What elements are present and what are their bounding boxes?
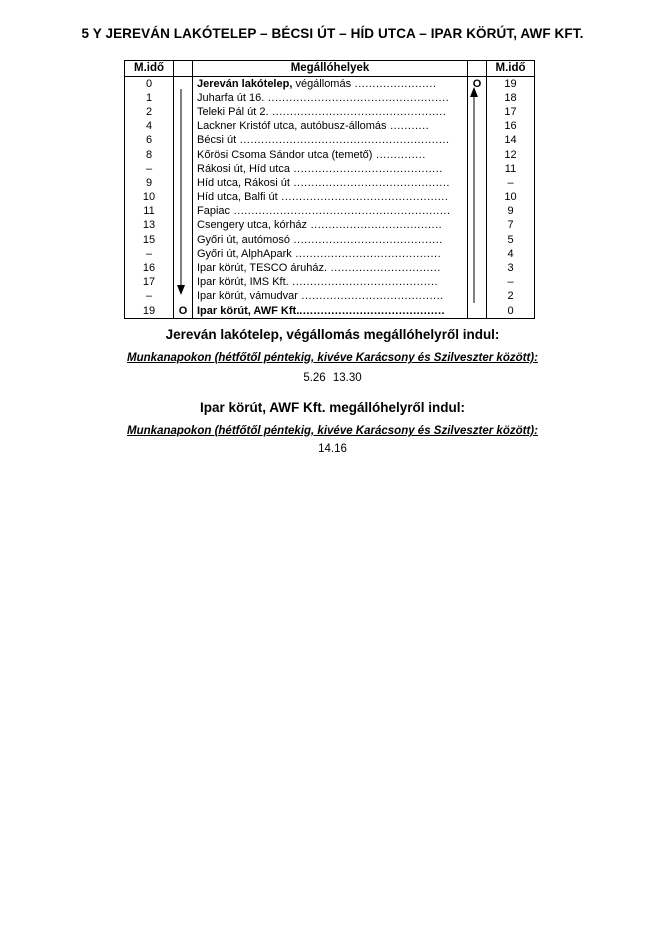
min-return-cell: 2 [487,290,535,304]
leader-dots: ............................... [327,262,441,275]
min-return-cell: 16 [487,120,535,134]
min-return-cell: 3 [487,261,535,275]
min-outbound-cell: 16 [125,261,174,275]
stop-name-cell [193,176,468,190]
stop-name-cell [193,148,468,162]
min-outbound-cell: – [125,247,174,261]
stop-name-cell [193,261,468,275]
header-stops: Megállóhelyek [193,61,468,77]
section1-times: 5.26 13.30 [303,372,362,384]
min-return-cell: 4 [487,247,535,261]
stop-name-cell [193,290,468,304]
min-return-cell: 11 [487,162,535,176]
stop-name-cell [193,162,468,176]
stop-name: Bécsi út [197,134,237,147]
min-outbound-cell: 9 [125,176,174,190]
stop-name-cell [193,304,468,319]
min-return-cell: 19 [487,77,535,92]
stop-name: Rákosi út, Híd utca [197,162,290,175]
stop-name: Ipar körút, TESCO áruház. [197,262,328,275]
leader-dots: ................................................. [268,105,447,118]
stop-name-bold: Ipar körút, AWF Kft. [197,304,300,317]
stop-name-cell [193,91,468,105]
min-outbound-cell: 0 [125,77,174,92]
stop-name: Győri út, autómosó [197,233,290,246]
min-outbound-cell: – [125,290,174,304]
min-outbound-cell: 4 [125,120,174,134]
stop-name-cell [193,233,468,247]
section1-heading: Jereván lakótelep, végállomás megállóhelyről indul: [165,327,500,342]
leader-dots: ............................................................. [230,205,451,218]
arrow-return-cell: O [468,77,487,92]
stop-name-cell [193,219,468,233]
stop-name: Csengery utca, kórház [197,219,308,232]
stop-name: Ipar körút, vámudvar [197,290,298,303]
leader-dots: ............................................... [277,191,449,204]
stop-name: végállomás [292,77,352,90]
min-outbound-cell: 8 [125,148,174,162]
min-return-cell: 10 [487,191,535,205]
stop-name-cell [193,105,468,119]
min-outbound-cell: 6 [125,134,174,148]
stop-name: Kőrösi Csoma Sándor utca (temető) [197,148,373,161]
min-return-cell: 18 [487,91,535,105]
header-min-return: M.idő [487,61,535,77]
leader-dots: .............. [372,148,426,161]
stop-name: Teleki Pál út 2. [197,105,269,118]
min-outbound-cell: – [125,162,174,176]
leader-dots: ............................................ [289,176,450,189]
min-return-cell: 14 [487,134,535,148]
stop-name: Győri út, AlphApark [197,247,292,260]
leader-dots: ....................... [351,77,437,90]
stop-name-cell [193,276,468,290]
min-return-cell: 7 [487,219,535,233]
section2-heading: Ipar körút, AWF Kft. megállóhelyről indul: [199,400,465,415]
min-return-cell: 17 [487,105,535,119]
leader-dots: .......................................... [289,162,443,175]
arrow-outbound-cell: O [174,304,193,319]
leader-dots: ..................................... [307,219,443,232]
min-outbound-cell: 10 [125,191,174,205]
stop-name-bold: Jereván lakótelep, [197,77,293,90]
min-return-cell: 0 [487,304,535,319]
header-arrow-return [468,61,487,77]
header-min-outbound: M.idő [125,61,174,77]
stop-name: Juharfa út 16. [197,91,265,104]
stop-name: Lackner Kristóf utca, autóbusz-állomás [197,120,387,133]
leader-dots: ........................................................... [236,134,450,147]
section2-times: 14.16 [318,443,347,455]
leader-dots: ......................................... [299,304,446,317]
leader-dots: .......................................... [289,233,443,246]
min-outbound-cell: 11 [125,205,174,219]
min-return-cell: 5 [487,233,535,247]
up-arrow-icon [465,87,483,307]
leader-dots: ................................................... [264,91,450,104]
stop-name-cell [193,77,468,92]
stop-name-cell [193,191,468,205]
min-return-cell: – [487,176,535,190]
min-return-cell: 12 [487,148,535,162]
stop-name: Híd utca, Balfi út [197,191,278,204]
min-outbound-cell: 1 [125,91,174,105]
timetable-header [125,61,535,77]
down-arrow-icon [172,89,190,299]
min-outbound-cell: 17 [125,276,174,290]
stop-name: Fapiac [197,205,231,218]
stop-name-cell [193,247,468,261]
section1-days: Munkanapokon (hétfőtől péntekig, kivéve Karácsony és Szilveszter között): [127,352,538,364]
stop-name-cell [193,134,468,148]
stop-name-cell [193,205,468,219]
header-arrow-outbound [174,61,193,77]
min-outbound-cell: 15 [125,233,174,247]
leader-dots: ........... [386,120,430,133]
min-return-cell: 9 [487,205,535,219]
leader-dots: ......................................... [291,247,442,260]
min-outbound-cell: 19 [125,304,174,319]
min-outbound-cell: 2 [125,105,174,119]
stop-name: Híd utca, Rákosi út [197,176,290,189]
page-title: 5 Y JEREVÁN LAKÓTELEP – BÉCSI ÚT – HÍD UTCA – IPAR KÖRÚT, AWF KFT. [81,26,584,41]
leader-dots: ........................................ [297,290,444,303]
section2-days: Munkanapokon (hétfőtől péntekig, kivéve Karácsony és Szilveszter között): [127,425,538,437]
min-outbound-cell: 13 [125,219,174,233]
leader-dots: ......................................... [288,276,439,289]
min-return-cell: – [487,276,535,290]
stop-name: Ipar körút, IMS Kft. [197,276,289,289]
stop-name-cell [193,120,468,134]
